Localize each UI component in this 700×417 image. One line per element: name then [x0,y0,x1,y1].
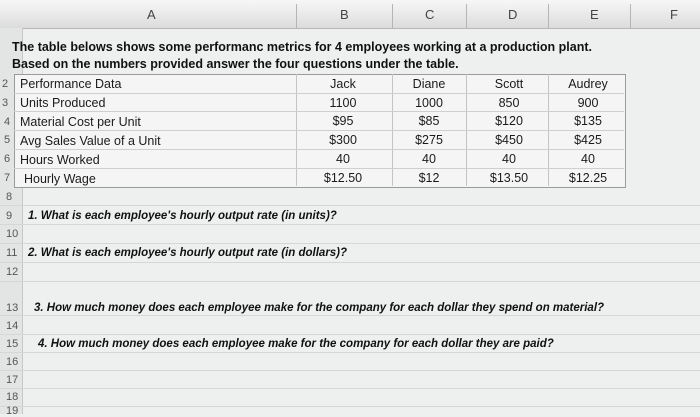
intro-line-2: Based on the numbers provided answer the four questions under the table. [12,57,459,71]
grid-row-line [0,205,700,206]
row-number[interactable]: 15 [6,338,19,350]
row-number[interactable]: 2 [2,78,9,90]
table-cell[interactable]: 1000 [415,96,443,110]
row-number[interactable]: 5 [4,134,11,146]
intro-line-1: The table belows shows some performanc metrics for 4 employees working at a production plant. [12,40,592,54]
table-cell[interactable]: $85 [418,114,440,128]
table-cell[interactable]: $135 [574,114,602,128]
table-cell[interactable]: Hourly Wage [24,172,96,186]
row-number[interactable]: 19 [6,405,19,417]
row-number[interactable]: 14 [6,320,19,332]
column-divider [466,4,467,28]
table-cell[interactable]: 40 [422,152,436,166]
table-cell[interactable]: Hours Worked [20,153,100,167]
column-header-a[interactable]: A [147,7,156,22]
grid-row-line [0,352,700,353]
column-header-c[interactable]: C [425,7,435,22]
table-cell[interactable]: Material Cost per Unit [20,115,141,129]
table-cell[interactable]: Avg Sales Value of a Unit [20,134,161,148]
question-1[interactable]: 1. What is each employee's hourly output rate (in units)? [28,210,337,222]
column-divider [296,4,297,28]
column-divider [548,4,549,28]
grid-row-line [0,370,700,371]
row-number[interactable]: 18 [6,391,19,403]
table-cell[interactable]: $300 [329,133,357,147]
table-header-cell[interactable]: Jack [330,77,356,91]
performance-table [14,74,626,188]
grid-row-line [0,315,700,316]
row-number[interactable]: 3 [2,97,9,109]
row-number[interactable]: 17 [6,374,19,386]
table-cell[interactable]: 40 [502,152,516,166]
table-cell[interactable]: 1100 [329,96,357,110]
grid-row-line [0,334,700,335]
row-number[interactable]: 8 [6,191,13,203]
table-cell[interactable]: $425 [574,133,602,147]
table-cell[interactable]: 850 [498,96,520,110]
table-cell[interactable]: $95 [332,114,354,128]
table-cell[interactable]: $120 [495,114,523,128]
question-3[interactable]: 3. How much money does each employee make for the company for each dollar they spend on material? [34,302,605,314]
row-number[interactable]: 12 [6,266,19,278]
row-number[interactable]: 13 [6,302,19,314]
column-header-b[interactable]: B [340,7,349,22]
row-number[interactable]: 6 [4,153,11,165]
table-header-cell[interactable]: Scott [494,77,524,91]
table-row-line [14,130,624,131]
table-row-line [14,168,624,169]
table-header-cell[interactable]: Performance Data [20,77,122,91]
table-row-line [14,111,624,112]
column-header-f[interactable]: F [670,7,678,22]
question-2[interactable]: 2. What is each employee's hourly output rate (in dollars)? [28,247,348,259]
row-number[interactable]: 10 [6,228,19,240]
row-number[interactable]: 9 [6,210,13,222]
row-number[interactable]: 4 [4,116,11,128]
table-cell[interactable]: $13.50 [489,171,529,185]
grid-row-line [0,281,700,282]
column-divider [392,4,393,28]
table-row-line [14,149,624,150]
table-cell[interactable]: 900 [577,96,599,110]
table-cell[interactable]: Units Produced [20,96,106,110]
grid-row-line [0,388,700,389]
table-header-cell[interactable]: Audrey [568,77,608,91]
table-cell[interactable]: $275 [415,133,443,147]
table-cell[interactable]: 40 [581,152,595,166]
row-number[interactable]: 11 [6,247,18,259]
grid-row-line [0,224,700,225]
grid-row-line [0,243,700,244]
question-4[interactable]: 4. How much money does each employee make for the company for each dollar they are paid? [38,338,554,350]
table-header-cell[interactable]: Diane [412,77,446,91]
grid-row-line [0,406,700,407]
table-cell[interactable]: 40 [336,152,350,166]
column-header-e[interactable]: E [590,7,599,22]
row-number[interactable]: 16 [6,356,19,368]
table-cell[interactable]: $450 [495,133,523,147]
table-row-line [14,93,624,94]
row-number[interactable]: 7 [4,172,11,184]
table-cell[interactable]: $12.50 [323,171,363,185]
column-header-bar [0,0,700,29]
table-cell[interactable]: $12 [418,171,440,185]
column-divider [630,4,631,28]
grid-row-line [0,262,700,263]
column-header-d[interactable]: D [508,7,518,22]
table-cell[interactable]: $12.25 [568,171,608,185]
